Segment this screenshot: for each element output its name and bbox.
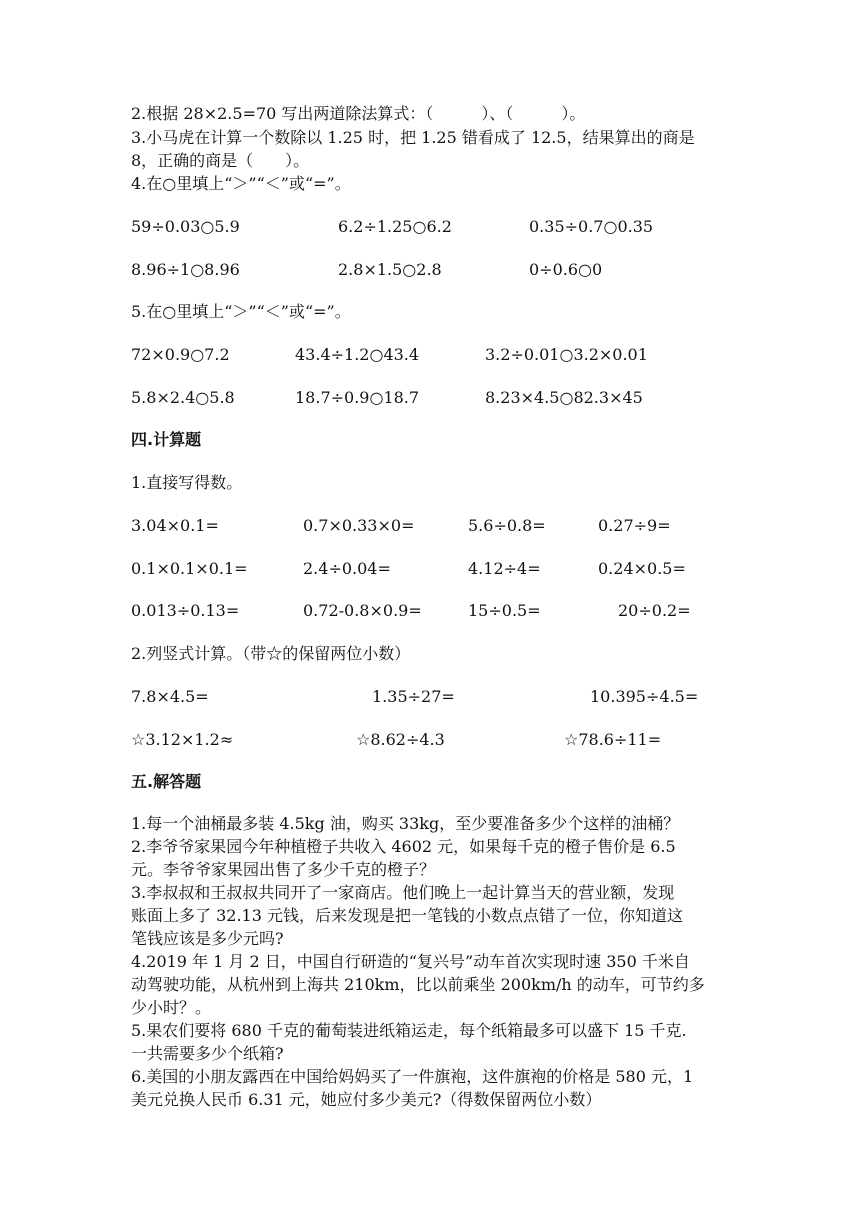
compare-item: 43.4÷1.2○43.4 [295,345,420,364]
question-3-3-line2: 8，正确的商是（ ）。 [131,151,310,170]
compare-item: 59÷0.03○5.9 [131,217,240,236]
vertical-calc-row [131,686,751,708]
problem-line: 2.李爷爷家果园今年种植橙子共收入 4602 元，如果每千克的橙子售价是 6.5 [131,837,676,856]
problem-line: 6.美国的小朋友露西在中国给妈妈买了一件旗袍，这件旗袍的价格是 580 元，1 [131,1067,694,1086]
vertical-calc-item: ☆78.6÷11= [564,730,662,749]
question-3-2: 2.根据 28×2.5=70 写出两道除法算式：（ ）、（ ）。 [131,104,586,123]
problem-line: 1.每一个油桶最多装 4.5kg 油，购买 33kg，至少要准备多少个这样的油桶？ [131,814,680,833]
calc-item: 0.27÷9= [598,516,671,535]
vertical-calc-item: 10.395÷4.5= [590,687,699,706]
section-5-title: 五.解答题 [131,772,202,791]
problem-line: 4.2019 年 1 月 2 日，中国自行研造的“复兴号”动车首次实现时速 350 千米自 [131,952,690,971]
compare-item: 5.8×2.4○5.8 [131,388,235,407]
compare-row [131,387,751,409]
compare-item: 3.2÷0.01○3.2×0.01 [485,345,648,364]
problem-line: 动驾驶功能，从杭州到上海共 210km，比以前乘坐 200km/h 的动车，可节约多 [131,975,705,994]
problem-line: 账面上多了 32.13 元钱，后来发现是把一笔钱的小数点点错了一位，你知道这 [131,906,683,925]
problem-line: 元。李爷爷家果园出售了多少千克的橙子？ [131,860,436,879]
compare-item: 6.2÷1.25○6.2 [338,217,452,236]
compare-item: 2.8×1.5○2.8 [338,260,442,279]
vertical-calc-item: 7.8×4.5= [131,687,209,706]
problem-line: 笔钱应该是多少元吗? [131,929,284,948]
compare-row [131,344,751,366]
question-4-1: 1.直接写得数。 [131,473,243,492]
compare-item: 72×0.9○7.2 [131,345,230,364]
vertical-calc-row [131,729,751,751]
vertical-calc-item: ☆8.62÷4.3 [356,730,445,749]
vertical-calc-item: ☆3.12×1.2≈ [131,730,234,749]
compare-row [131,216,751,238]
calc-item: 0.1×0.1×0.1= [131,559,248,578]
vertical-calc-item: 1.35÷27= [372,687,455,706]
question-3-3-line1: 3.小马虎在计算一个数除以 1.25 时，把 1.25 错看成了 12.5，结果算出的商是 [131,128,695,147]
problem-line: 美元兑换人民币 6.31 元，她应付多少美元?（得数保留两位小数） [131,1090,602,1109]
problem-line: 5.果农们要将 680 千克的葡萄装进纸箱运走，每个纸箱最多可以盛下 15 千克. [131,1021,687,1040]
calc-item: 3.04×0.1= [131,516,219,535]
question-4-2: 2.列竖式计算。（带☆的保留两位小数） [131,644,411,663]
compare-item: 0.35÷0.7○0.35 [529,217,654,236]
compare-row [131,259,751,281]
calc-item: 0.24×0.5= [598,559,686,578]
section-4-title: 四.计算题 [131,430,202,449]
compare-item: 8.96÷1○8.96 [131,260,240,279]
problem-line: 少小时？。 [131,998,212,1017]
calc-row [131,515,751,537]
problem-line: 一共需要多少个纸箱? [131,1044,284,1063]
calc-item: 4.12÷4= [468,559,541,578]
compare-item: 18.7÷0.9○18.7 [295,388,420,407]
calc-row [131,600,751,622]
calc-item: 15÷0.5= [468,601,541,620]
compare-item: 0÷0.6○0 [529,260,603,279]
calc-row [131,558,751,580]
calc-item: 2.4÷0.04= [303,559,391,578]
question-3-4: 4.在○里填上“＞”“＜”或“=”。 [131,174,351,193]
compare-item: 8.23×4.5○82.3×45 [485,388,643,407]
problem-line: 3.李叔叔和王叔叔共同开了一家商店。他们晚上一起计算当天的营业额，发现 [131,883,675,902]
calc-item: 0.72-0.8×0.9= [303,601,422,620]
question-3-5: 5.在○里填上“＞”“＜”或“=”。 [131,302,351,321]
calc-item: 20÷0.2= [618,601,691,620]
calc-item: 5.6÷0.8= [468,516,546,535]
calc-item: 0.7×0.33×0= [303,516,415,535]
calc-item: 0.013÷0.13= [131,601,240,620]
